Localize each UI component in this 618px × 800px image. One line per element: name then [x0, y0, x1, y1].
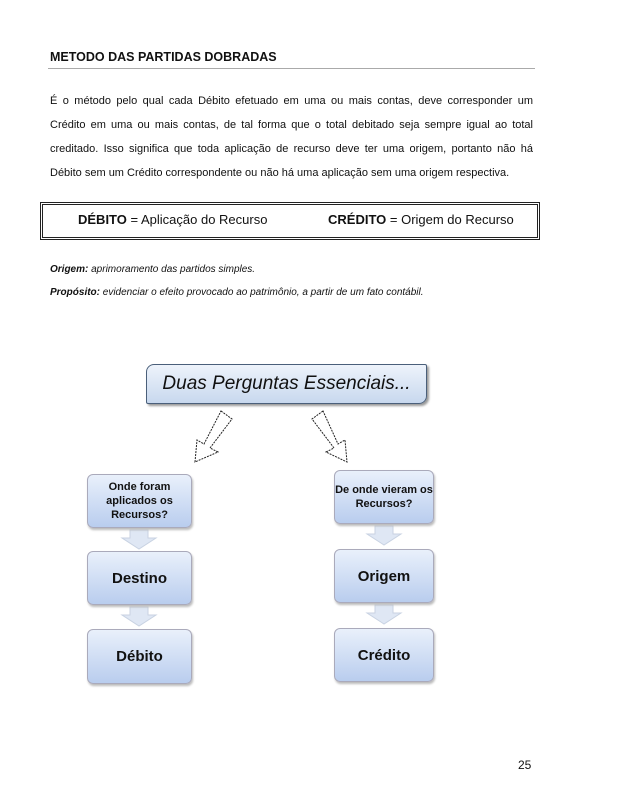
right-question-box: De onde vieram os Recursos? [334, 470, 434, 524]
note-text: evidenciar o efeito provocado ao patrimônio, a partir de um fato contábil. [100, 287, 424, 298]
arrow-down-icon [122, 530, 156, 549]
arrow-down-icon [367, 605, 401, 624]
debito-box: Débito [87, 629, 192, 684]
credit-text: = Origem do Recurso [386, 212, 514, 227]
origem-box: Origem [334, 549, 434, 603]
credito-box: Crédito [334, 628, 434, 682]
note-label: Propósito: [50, 287, 100, 298]
page-number: 25 [518, 758, 532, 772]
note-text: aprimoramento das partidos simples. [88, 264, 256, 275]
destino-box: Destino [87, 551, 192, 605]
arrow-down-left-icon [195, 411, 232, 462]
arrow-down-icon [367, 526, 401, 545]
credit-term: CRÉDITO [328, 212, 387, 227]
debit-term: DÉBITO [78, 212, 127, 227]
section-title: METODO DAS PARTIDAS DOBRADAS [50, 50, 277, 64]
diagram-header: Duas Perguntas Essenciais... [146, 364, 427, 404]
left-question-box: Onde foram aplicados os Recursos? [87, 474, 192, 528]
arrow-down-icon [122, 607, 156, 626]
note-label: Origem: [50, 264, 89, 275]
arrow-down-right-icon [312, 411, 347, 462]
debit-text: = Aplicação do Recurso [126, 212, 268, 227]
body-paragraph: É o método pelo qual cada Débito efetuado em uma ou mais contas, deve corresponder um Crédito em uma ou mais contas, de tal forma que o total debitado seja sempre igual ao total creditado. Isso significa que toda aplicação de recurso deve ter uma origem, portanto não há Débito sem um Crédito correspondente ou não há uma aplicação sem uma origem respectiva. [50, 95, 533, 179]
